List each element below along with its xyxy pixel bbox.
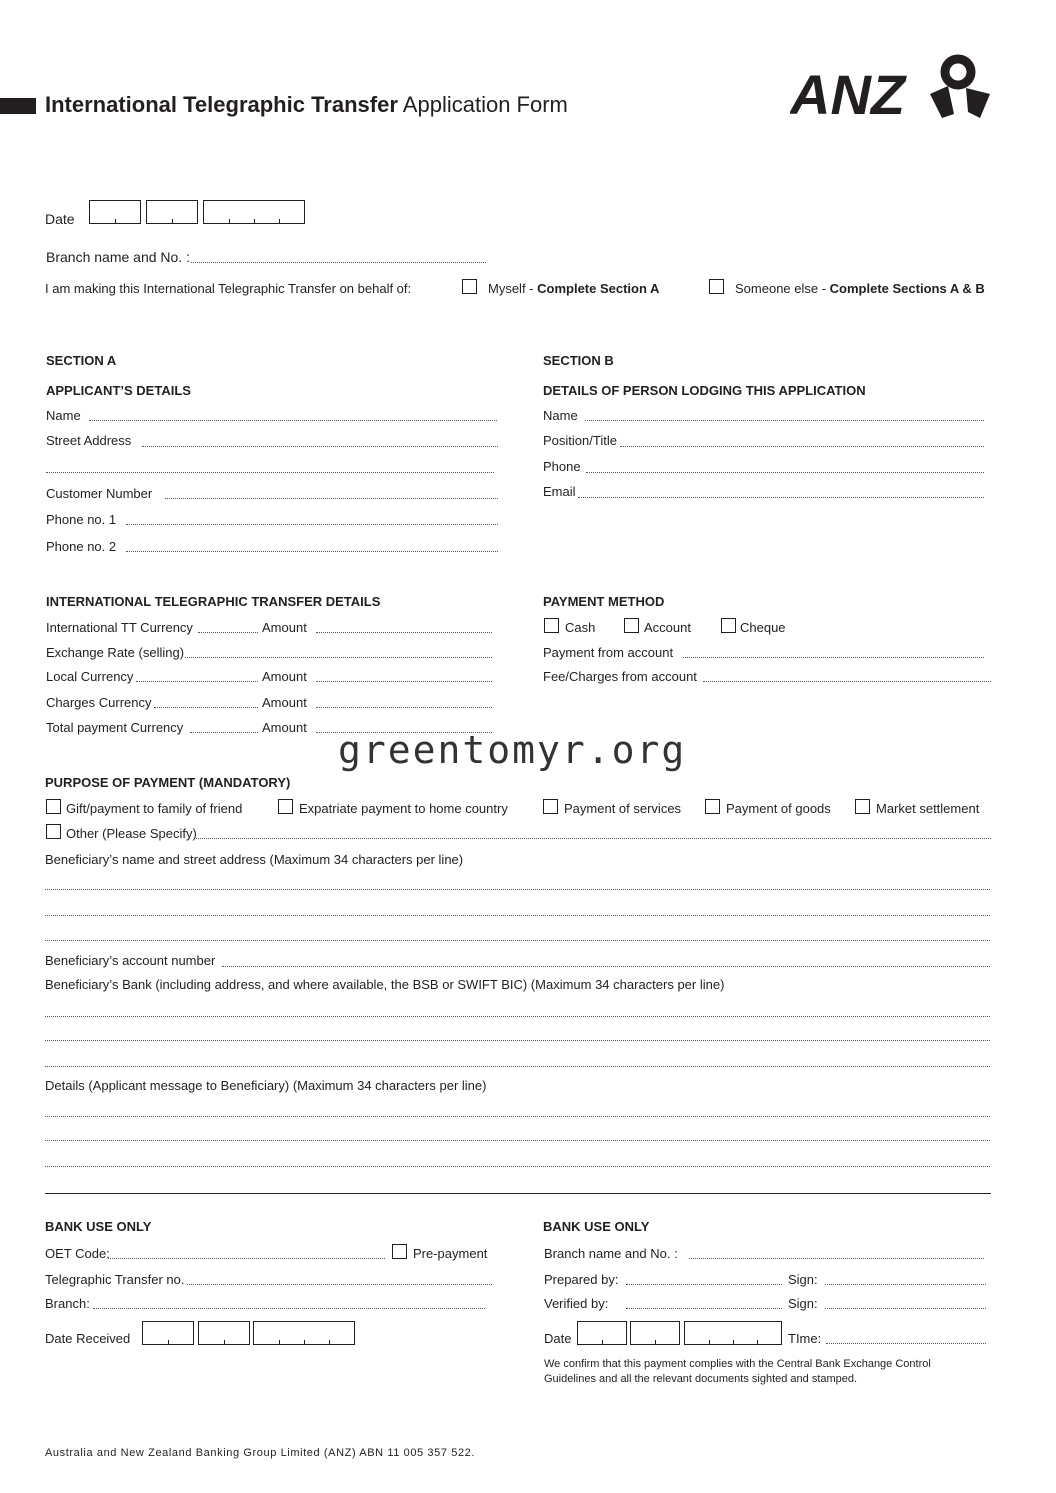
footer-text: Australia and New Zealand Banking Group Limited (ANZ) ABN 11 005 357 522. — [45, 1447, 476, 1459]
verified-by-field[interactable] — [626, 1308, 782, 1309]
cash-label: Cash — [565, 620, 596, 635]
date-label: Date — [45, 211, 75, 227]
beneficiary-bank-line-1[interactable] — [45, 1016, 990, 1017]
street-address-field[interactable] — [142, 446, 498, 447]
beneficiary-bank-line-3[interactable] — [45, 1066, 990, 1067]
exchange-rate-label: Exchange Rate (selling) — [46, 645, 185, 660]
payment-from-account-label: Payment from account — [543, 645, 674, 660]
account-label: Account — [644, 620, 691, 635]
branch-left-field[interactable] — [93, 1308, 485, 1309]
street-address-label: Street Address — [46, 433, 132, 448]
local-amount-label: Amount — [262, 669, 307, 684]
charges-currency-label: Charges Currency — [46, 695, 152, 710]
applicant-details-heading: APPLICANT’S DETAILS — [46, 383, 191, 398]
someone-bold: Complete Sections A & B — [829, 281, 985, 296]
anz-logo-icon — [790, 52, 995, 122]
charges-amount-field[interactable] — [316, 707, 492, 708]
branch-right-field[interactable] — [689, 1258, 984, 1259]
phone2-field[interactable] — [126, 551, 498, 552]
date-month-box[interactable] — [146, 200, 198, 224]
other-field[interactable] — [196, 838, 991, 839]
prepared-sign-label: Sign: — [788, 1272, 818, 1287]
total-currency-label: Total payment Currency — [46, 720, 184, 735]
date-right-label: Date — [544, 1331, 572, 1346]
date-received-day-box[interactable] — [142, 1321, 194, 1345]
services-label: Payment of services — [564, 801, 682, 816]
oet-code-field[interactable] — [108, 1258, 385, 1259]
date-year-box[interactable] — [203, 200, 305, 224]
lodger-name-label: Name — [543, 408, 578, 423]
gift-checkbox[interactable] — [46, 799, 61, 814]
prepared-by-label: Prepared by: — [544, 1272, 619, 1287]
date-day-box[interactable] — [89, 200, 141, 224]
someone-checkbox[interactable] — [709, 279, 724, 294]
date-received-label: Date Received — [45, 1331, 131, 1346]
verified-sign-label: Sign: — [788, 1296, 818, 1311]
beneficiary-address-line-1[interactable] — [45, 889, 990, 890]
street-address-field-2[interactable] — [46, 472, 494, 473]
someone-prefix: Someone else - — [735, 281, 830, 296]
oet-code-label: OET Code: — [45, 1246, 110, 1261]
total-amount-label: Amount — [262, 720, 307, 735]
charges-amount-label: Amount — [262, 695, 307, 710]
total-currency-field[interactable] — [190, 732, 258, 733]
header-bar — [0, 98, 36, 114]
branch-field[interactable] — [191, 262, 486, 263]
compliance-statement: We confirm that this payment complies with the Central Bank Exchange Control Guidelines and all the relevant documents sighted and stamped. — [544, 1358, 931, 1385]
intl-amount-field[interactable] — [316, 632, 492, 633]
anz-logo — [790, 52, 995, 125]
other-checkbox[interactable] — [46, 824, 61, 839]
form-title — [45, 92, 568, 118]
goods-label: Payment of goods — [726, 801, 831, 816]
local-currency-label: Local Currency — [46, 669, 134, 684]
date-right-day-box[interactable] — [577, 1321, 627, 1345]
intl-currency-label: International TT Currency — [46, 620, 193, 635]
beneficiary-account-label: Beneficiary’s account number — [45, 953, 216, 968]
expat-checkbox[interactable] — [278, 799, 293, 814]
title-bold: International Telegraphic Transfer — [45, 92, 398, 117]
bank-use-right-heading: BANK USE ONLY — [543, 1219, 650, 1234]
myself-prefix: Myself - — [488, 281, 538, 296]
details-line-1[interactable] — [45, 1116, 990, 1117]
payment-from-account-field[interactable] — [683, 657, 984, 658]
time-field[interactable] — [826, 1343, 986, 1344]
myself-option — [488, 281, 659, 296]
beneficiary-address-line-3[interactable] — [45, 940, 990, 941]
beneficiary-account-field[interactable] — [222, 966, 990, 967]
prepayment-checkbox[interactable] — [392, 1244, 407, 1259]
payment-method-heading: PAYMENT METHOD — [543, 594, 665, 609]
myself-checkbox[interactable] — [462, 279, 477, 294]
verified-sign-field[interactable] — [825, 1308, 986, 1309]
myself-bold: Complete Section A — [537, 281, 660, 296]
applicant-name-label: Name — [46, 408, 81, 423]
date-right-month-box[interactable] — [630, 1321, 680, 1345]
position-field[interactable] — [620, 446, 984, 447]
cheque-checkbox[interactable] — [721, 618, 736, 633]
beneficiary-address-line-2[interactable] — [45, 915, 990, 916]
someone-option — [735, 281, 985, 296]
applicant-name-field[interactable] — [89, 420, 497, 421]
section-a-heading: SECTION A — [46, 353, 117, 368]
beneficiary-bank-label: Beneficiary’s Bank (including address, and where available, the BSB or SWIFT BIC) (Maximum 34 characters per line) — [45, 977, 725, 992]
phone1-label: Phone no. 1 — [46, 512, 117, 527]
expat-label: Expatriate payment to home country — [299, 801, 508, 816]
details-line-3[interactable] — [45, 1166, 990, 1167]
charges-currency-field[interactable] — [154, 707, 258, 708]
tt-number-label: Telegraphic Transfer no. — [45, 1272, 185, 1287]
watermark: greentomyr.org — [338, 728, 687, 772]
time-label: TIme: — [788, 1331, 822, 1346]
tt-number-field[interactable] — [187, 1284, 492, 1285]
section-b-heading: SECTION B — [543, 353, 614, 368]
date-received-month-box[interactable] — [198, 1321, 250, 1345]
divider — [45, 1193, 991, 1194]
email-field[interactable] — [578, 497, 984, 498]
lodger-phone-label: Phone — [543, 459, 581, 474]
title-rest: Application Form — [397, 92, 568, 117]
services-checkbox[interactable] — [543, 799, 558, 814]
details-line-2[interactable] — [45, 1140, 990, 1141]
bank-use-left-heading: BANK USE ONLY — [45, 1219, 152, 1234]
logo-text: ANZ — [790, 63, 906, 122]
date-right-year-box[interactable] — [684, 1321, 782, 1345]
market-label: Market settlement — [876, 801, 980, 816]
cheque-label: Cheque — [740, 620, 786, 635]
prepared-by-field[interactable] — [626, 1284, 782, 1285]
other-label: Other (Please Specify) — [66, 826, 197, 841]
local-amount-field[interactable] — [316, 681, 492, 682]
details-message-label: Details (Applicant message to Beneficiary) (Maximum 34 characters per line) — [45, 1078, 487, 1093]
date-received-year-box[interactable] — [253, 1321, 355, 1345]
behalf-label: I am making this International Telegraphic Transfer on behalf of: — [45, 281, 412, 296]
intl-amount-label: Amount — [262, 620, 307, 635]
fee-from-account-label: Fee/Charges from account — [543, 669, 697, 684]
fee-from-account-field[interactable] — [703, 681, 991, 682]
lodger-details-heading: DETAILS OF PERSON LODGING THIS APPLICATION — [543, 383, 866, 398]
beneficiary-name-address-label: Beneficiary’s name and street address (Maximum 34 characters per line) — [45, 852, 464, 867]
lodger-phone-field[interactable] — [586, 472, 984, 473]
intl-currency-field[interactable] — [198, 632, 258, 633]
position-label: Position/Title — [543, 433, 617, 448]
account-checkbox[interactable] — [624, 618, 639, 633]
lodger-name-field[interactable] — [585, 420, 984, 421]
local-currency-field[interactable] — [136, 681, 258, 682]
email-label: Email — [543, 484, 576, 499]
beneficiary-bank-line-2[interactable] — [45, 1040, 990, 1041]
phone2-label: Phone no. 2 — [46, 539, 117, 554]
purpose-heading: PURPOSE OF PAYMENT (MANDATORY) — [45, 775, 291, 790]
prepayment-label: Pre-payment — [413, 1246, 488, 1261]
phone1-field[interactable] — [126, 524, 498, 525]
exchange-rate-field[interactable] — [185, 657, 492, 658]
customer-number-field[interactable] — [165, 498, 498, 499]
tt-details-heading: INTERNATIONAL TELEGRAPHIC TRANSFER DETAILS — [46, 594, 381, 609]
cash-checkbox[interactable] — [544, 618, 559, 633]
branch-left-label: Branch: — [45, 1296, 90, 1311]
prepared-sign-field[interactable] — [825, 1284, 986, 1285]
customer-number-label: Customer Number — [46, 486, 153, 501]
goods-checkbox[interactable] — [705, 799, 720, 814]
verified-by-label: Verified by: — [544, 1296, 609, 1311]
market-checkbox[interactable] — [855, 799, 870, 814]
gift-label: Gift/payment to family of friend — [66, 801, 243, 816]
branch-label: Branch name and No. : — [46, 249, 190, 265]
branch-right-label: Branch name and No. : — [544, 1246, 678, 1261]
